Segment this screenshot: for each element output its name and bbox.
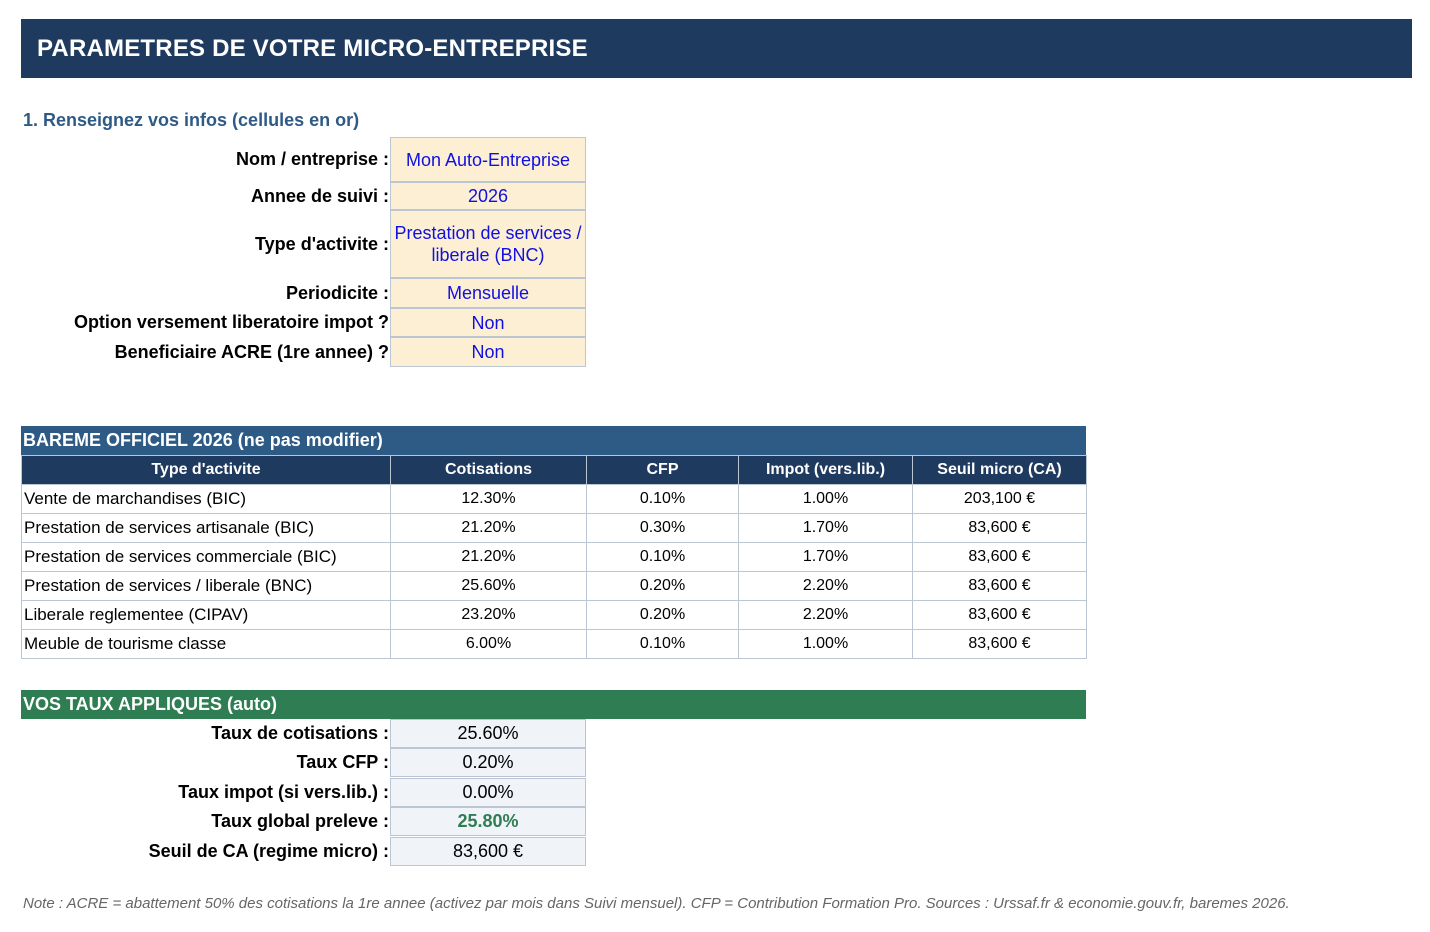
table-cell: Prestation de services commerciale (BIC) (22, 543, 391, 572)
table-cell: 0.10% (587, 485, 739, 514)
table-cell: 83,600 € (913, 514, 1087, 543)
table-cell: 83,600 € (913, 630, 1087, 659)
versement-select[interactable]: Non (390, 308, 586, 337)
taux-row-seuil (21, 837, 587, 866)
seuil-ca-label: Seuil de CA (regime micro) : (148, 841, 389, 861)
table-cell: 83,600 € (913, 601, 1087, 630)
taux-row-cotisations (21, 719, 587, 748)
table-row (22, 543, 1087, 572)
info-row-type (21, 210, 587, 278)
table-cell: 83,600 € (913, 543, 1087, 572)
table-cell: Meuble de tourisme classe (22, 630, 391, 659)
acre-select[interactable]: Non (390, 337, 586, 367)
table-cell: Liberale reglementee (CIPAV) (22, 601, 391, 630)
table-cell: 12.30% (391, 485, 587, 514)
table-cell: 21.20% (391, 514, 587, 543)
table-cell: 0.10% (587, 630, 739, 659)
versement-label: Option versement liberatoire impot ? (73, 312, 389, 332)
table-cell: 2.20% (739, 572, 913, 601)
footnote: Note : ACRE = abattement 50% des cotisations la 1re annee (activez par mois dans Suivi mensuel). CFP = Contribution Formation Pro. Sources : Urssaf.fr & economie.gouv.fr, baremes 2026. (23, 895, 1290, 912)
taux-row-cfp (21, 748, 587, 777)
table-cell: 0.20% (587, 601, 739, 630)
table-cell: 2.20% (739, 601, 913, 630)
bareme-title: BAREME OFFICIEL 2026 (ne pas modifier) (21, 426, 1086, 455)
table-cell: 0.10% (587, 543, 739, 572)
table-cell: 21.20% (391, 543, 587, 572)
table-cell: 203,100 € (913, 485, 1087, 514)
table-cell: 1.00% (739, 485, 913, 514)
table-cell: 1.00% (739, 630, 913, 659)
nom-input[interactable]: Mon Auto-Entreprise (390, 137, 586, 182)
taux-cfp-label: Taux CFP : (296, 752, 389, 772)
table-cell: 6.00% (391, 630, 587, 659)
table-row (22, 630, 1087, 659)
table-cell: 1.70% (739, 543, 913, 572)
header-type-activite: Type d'activite (22, 456, 391, 485)
periodicite-label: Periodicite : (285, 282, 389, 303)
type-activite-label: Type d'activite : (255, 233, 389, 254)
header-impot: Impot (vers.lib.) (739, 456, 913, 485)
table-row (22, 514, 1087, 543)
annee-label: Annee de suivi : (250, 185, 389, 206)
annee-input[interactable]: 2026 (390, 182, 586, 210)
nom-label: Nom / entreprise : (235, 149, 389, 169)
page-title: PARAMETRES DE VOTRE MICRO-ENTREPRISE (21, 19, 1412, 78)
header-cotisations: Cotisations (391, 456, 587, 485)
table-row (22, 485, 1087, 514)
taux-title: VOS TAUX APPLIQUES (auto) (21, 690, 1086, 719)
info-row-nom (21, 137, 587, 182)
type-activite-select[interactable]: Prestation de services / liberale (BNC) (390, 210, 586, 278)
table-cell: 25.60% (391, 572, 587, 601)
acre-label: Beneficiaire ACRE (1re annee) ? (114, 341, 389, 362)
seuil-ca-value: 83,600 € (390, 837, 586, 866)
taux-cotisations-label: Taux de cotisations : (211, 723, 389, 743)
info-row-versement (21, 308, 587, 337)
bareme-header-row (22, 456, 1087, 485)
taux-impot-value: 0.00% (390, 778, 586, 807)
taux-row-impot (21, 778, 587, 807)
info-row-acre (21, 337, 587, 367)
info-row-periodicite (21, 278, 587, 308)
header-cfp: CFP (587, 456, 739, 485)
taux-impot-label: Taux impot (si vers.lib.) : (178, 782, 389, 802)
table-cell: 23.20% (391, 601, 587, 630)
taux-cfp-value: 0.20% (390, 748, 586, 777)
taux-global-label: Taux global preleve : (211, 811, 389, 831)
table-cell: 83,600 € (913, 572, 1087, 601)
table-row (22, 601, 1087, 630)
table-cell: 0.30% (587, 514, 739, 543)
table-cell: Prestation de services artisanale (BIC) (22, 514, 391, 543)
section-heading-infos: 1. Renseignez vos infos (cellules en or) (23, 110, 360, 130)
table-cell: Vente de marchandises (BIC) (22, 485, 391, 514)
bareme-table (21, 455, 1087, 659)
table-cell: Prestation de services / liberale (BNC) (22, 572, 391, 601)
taux-row-global (21, 807, 587, 836)
table-row (22, 572, 1087, 601)
table-cell: 0.20% (587, 572, 739, 601)
table-cell: 1.70% (739, 514, 913, 543)
taux-cotisations-value: 25.60% (390, 719, 586, 748)
info-row-annee (21, 182, 587, 210)
header-seuil: Seuil micro (CA) (913, 456, 1087, 485)
taux-global-value: 25.80% (390, 807, 586, 836)
periodicite-select[interactable]: Mensuelle (390, 278, 586, 308)
